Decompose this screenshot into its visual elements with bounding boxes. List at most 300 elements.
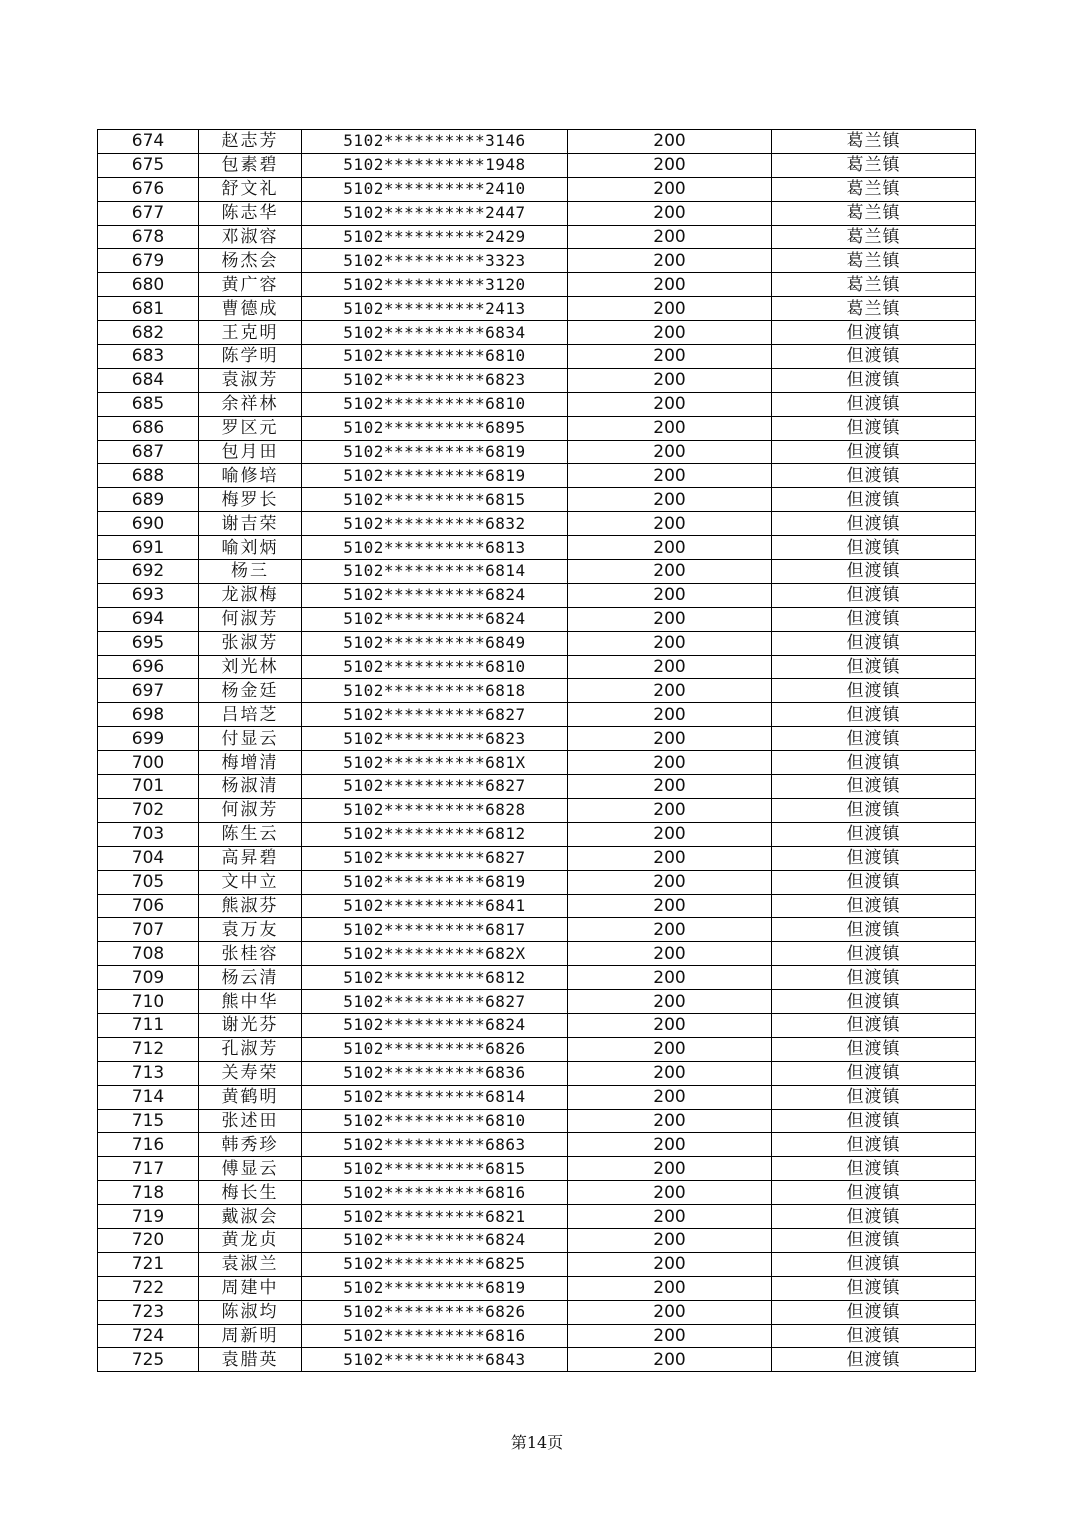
town-cell: 但渡镇 (772, 1157, 976, 1181)
amount-cell: 200 (568, 464, 772, 488)
id-number-cell: 5102**********6823 (302, 368, 568, 392)
id-number-cell: 5102**********6824 (302, 1228, 568, 1252)
town-cell: 但渡镇 (772, 751, 976, 775)
amount-cell: 200 (568, 727, 772, 751)
serial-number-cell: 683 (98, 345, 199, 369)
serial-number-cell: 721 (98, 1252, 199, 1276)
name-cell: 赵志芳 (199, 130, 302, 154)
table-row (98, 822, 976, 846)
serial-number-cell: 716 (98, 1133, 199, 1157)
name-cell: 杨杰会 (199, 249, 302, 273)
serial-number-cell: 699 (98, 727, 199, 751)
town-cell: 葛兰镇 (772, 249, 976, 273)
town-cell: 葛兰镇 (772, 177, 976, 201)
id-number-cell: 5102**********6817 (302, 918, 568, 942)
town-cell: 但渡镇 (772, 846, 976, 870)
table-row (98, 153, 976, 177)
amount-cell: 200 (568, 1228, 772, 1252)
town-cell: 但渡镇 (772, 512, 976, 536)
id-number-cell: 5102**********2429 (302, 225, 568, 249)
name-cell: 吕培芝 (199, 703, 302, 727)
id-number-cell: 5102**********6816 (302, 1181, 568, 1205)
id-number-cell: 5102**********6863 (302, 1133, 568, 1157)
town-cell: 但渡镇 (772, 631, 976, 655)
name-cell: 刘光林 (199, 655, 302, 679)
town-cell: 但渡镇 (772, 655, 976, 679)
amount-cell: 200 (568, 345, 772, 369)
table-row (98, 560, 976, 584)
id-number-cell: 5102**********6810 (302, 655, 568, 679)
name-cell: 包月田 (199, 440, 302, 464)
serial-number-cell: 696 (98, 655, 199, 679)
serial-number-cell: 705 (98, 870, 199, 894)
serial-number-cell: 680 (98, 273, 199, 297)
serial-number-cell: 709 (98, 966, 199, 990)
table-row (98, 631, 976, 655)
town-cell: 葛兰镇 (772, 201, 976, 225)
table-row (98, 249, 976, 273)
serial-number-cell: 692 (98, 560, 199, 584)
table-row (98, 1085, 976, 1109)
name-cell: 曹德成 (199, 297, 302, 321)
serial-number-cell: 681 (98, 297, 199, 321)
id-number-cell: 5102**********6895 (302, 416, 568, 440)
amount-cell: 200 (568, 1348, 772, 1372)
name-cell: 黄广容 (199, 273, 302, 297)
table-body (98, 130, 976, 1372)
serial-number-cell: 725 (98, 1348, 199, 1372)
id-number-cell: 5102**********6816 (302, 1324, 568, 1348)
amount-cell: 200 (568, 631, 772, 655)
table-row (98, 1324, 976, 1348)
town-cell: 但渡镇 (772, 1061, 976, 1085)
amount-cell: 200 (568, 703, 772, 727)
town-cell: 但渡镇 (772, 368, 976, 392)
subsidy-table (97, 129, 976, 1372)
serial-number-cell: 702 (98, 798, 199, 822)
name-cell: 陈志华 (199, 201, 302, 225)
serial-number-cell: 697 (98, 679, 199, 703)
table-row (98, 894, 976, 918)
amount-cell: 200 (568, 249, 772, 273)
id-number-cell: 5102**********6823 (302, 727, 568, 751)
table-row (98, 1348, 976, 1372)
serial-number-cell: 694 (98, 607, 199, 631)
serial-number-cell: 704 (98, 846, 199, 870)
town-cell: 但渡镇 (772, 703, 976, 727)
table-row (98, 607, 976, 631)
table-row (98, 583, 976, 607)
name-cell: 袁腊英 (199, 1348, 302, 1372)
serial-number-cell: 698 (98, 703, 199, 727)
serial-number-cell: 688 (98, 464, 199, 488)
serial-number-cell: 700 (98, 751, 199, 775)
serial-number-cell: 711 (98, 1013, 199, 1037)
amount-cell: 200 (568, 512, 772, 536)
id-number-cell: 5102**********6826 (302, 1037, 568, 1061)
town-cell: 但渡镇 (772, 679, 976, 703)
amount-cell: 200 (568, 1037, 772, 1061)
amount-cell: 200 (568, 751, 772, 775)
name-cell: 梅罗长 (199, 488, 302, 512)
serial-number-cell: 710 (98, 990, 199, 1014)
id-number-cell: 5102**********6824 (302, 607, 568, 631)
amount-cell: 200 (568, 560, 772, 584)
name-cell: 谢光芬 (199, 1013, 302, 1037)
table-row (98, 1037, 976, 1061)
serial-number-cell: 703 (98, 822, 199, 846)
town-cell: 但渡镇 (772, 942, 976, 966)
table-row (98, 464, 976, 488)
name-cell: 何淑芳 (199, 607, 302, 631)
amount-cell: 200 (568, 1252, 772, 1276)
name-cell: 韩秀珍 (199, 1133, 302, 1157)
town-cell: 但渡镇 (772, 607, 976, 631)
serial-number-cell: 685 (98, 392, 199, 416)
amount-cell: 200 (568, 679, 772, 703)
town-cell: 但渡镇 (772, 1133, 976, 1157)
town-cell: 但渡镇 (772, 1181, 976, 1205)
town-cell: 但渡镇 (772, 1348, 976, 1372)
serial-number-cell: 714 (98, 1085, 199, 1109)
amount-cell: 200 (568, 966, 772, 990)
id-number-cell: 5102**********6836 (302, 1061, 568, 1085)
amount-cell: 200 (568, 1205, 772, 1229)
id-number-cell: 5102**********6815 (302, 488, 568, 512)
name-cell: 黄龙贞 (199, 1228, 302, 1252)
table-row (98, 1181, 976, 1205)
amount-cell: 200 (568, 822, 772, 846)
serial-number-cell: 677 (98, 201, 199, 225)
town-cell: 但渡镇 (772, 345, 976, 369)
table-row (98, 488, 976, 512)
id-number-cell: 5102**********6834 (302, 321, 568, 345)
amount-cell: 200 (568, 1300, 772, 1324)
id-number-cell: 5102**********6819 (302, 464, 568, 488)
name-cell: 杨淑清 (199, 775, 302, 799)
serial-number-cell: 720 (98, 1228, 199, 1252)
table-row (98, 368, 976, 392)
serial-number-cell: 712 (98, 1037, 199, 1061)
serial-number-cell: 693 (98, 583, 199, 607)
name-cell: 包素碧 (199, 153, 302, 177)
amount-cell: 200 (568, 1061, 772, 1085)
serial-number-cell: 708 (98, 942, 199, 966)
town-cell: 但渡镇 (772, 488, 976, 512)
name-cell: 陈学明 (199, 345, 302, 369)
serial-number-cell: 724 (98, 1324, 199, 1348)
name-cell: 陈淑均 (199, 1300, 302, 1324)
name-cell: 熊淑芬 (199, 894, 302, 918)
amount-cell: 200 (568, 798, 772, 822)
amount-cell: 200 (568, 153, 772, 177)
town-cell: 但渡镇 (772, 464, 976, 488)
table-row (98, 1061, 976, 1085)
id-number-cell: 5102**********6827 (302, 703, 568, 727)
serial-number-cell: 715 (98, 1109, 199, 1133)
name-cell: 熊中华 (199, 990, 302, 1014)
amount-cell: 200 (568, 297, 772, 321)
serial-number-cell: 682 (98, 321, 199, 345)
amount-cell: 200 (568, 942, 772, 966)
serial-number-cell: 706 (98, 894, 199, 918)
id-number-cell: 5102**********6825 (302, 1252, 568, 1276)
town-cell: 葛兰镇 (772, 225, 976, 249)
id-number-cell: 5102**********6818 (302, 679, 568, 703)
name-cell: 王克明 (199, 321, 302, 345)
id-number-cell: 5102**********6843 (302, 1348, 568, 1372)
town-cell: 葛兰镇 (772, 130, 976, 154)
amount-cell: 200 (568, 201, 772, 225)
table-row (98, 416, 976, 440)
id-number-cell: 5102**********2410 (302, 177, 568, 201)
serial-number-cell: 676 (98, 177, 199, 201)
table-row (98, 1205, 976, 1229)
id-number-cell: 5102**********681X (302, 751, 568, 775)
name-cell: 舒文礼 (199, 177, 302, 201)
id-number-cell: 5102**********6827 (302, 990, 568, 1014)
town-cell: 但渡镇 (772, 416, 976, 440)
amount-cell: 200 (568, 1181, 772, 1205)
table-row (98, 1276, 976, 1300)
town-cell: 但渡镇 (772, 1013, 976, 1037)
town-cell: 但渡镇 (772, 990, 976, 1014)
name-cell: 梅增清 (199, 751, 302, 775)
page-number: 第14页 (510, 1433, 564, 1452)
amount-cell: 200 (568, 440, 772, 464)
id-number-cell: 5102**********1948 (302, 153, 568, 177)
town-cell: 但渡镇 (772, 1205, 976, 1229)
serial-number-cell: 679 (98, 249, 199, 273)
amount-cell: 200 (568, 1109, 772, 1133)
id-number-cell: 5102**********6826 (302, 1300, 568, 1324)
id-number-cell: 5102**********6813 (302, 536, 568, 560)
town-cell: 葛兰镇 (772, 297, 976, 321)
serial-number-cell: 674 (98, 130, 199, 154)
id-number-cell: 5102**********6814 (302, 1085, 568, 1109)
name-cell: 袁万友 (199, 918, 302, 942)
table-row (98, 703, 976, 727)
name-cell: 杨三 (199, 560, 302, 584)
serial-number-cell: 691 (98, 536, 199, 560)
name-cell: 谢吉荣 (199, 512, 302, 536)
town-cell: 但渡镇 (772, 321, 976, 345)
table-row (98, 942, 976, 966)
id-number-cell: 5102**********6832 (302, 512, 568, 536)
serial-number-cell: 678 (98, 225, 199, 249)
table-row (98, 846, 976, 870)
table-row (98, 273, 976, 297)
serial-number-cell: 675 (98, 153, 199, 177)
town-cell: 但渡镇 (772, 392, 976, 416)
table-row (98, 870, 976, 894)
serial-number-cell: 695 (98, 631, 199, 655)
amount-cell: 200 (568, 368, 772, 392)
id-number-cell: 5102**********6824 (302, 583, 568, 607)
amount-cell: 200 (568, 273, 772, 297)
amount-cell: 200 (568, 130, 772, 154)
id-number-cell: 5102**********3323 (302, 249, 568, 273)
town-cell: 但渡镇 (772, 966, 976, 990)
town-cell: 但渡镇 (772, 727, 976, 751)
serial-number-cell: 718 (98, 1181, 199, 1205)
amount-cell: 200 (568, 1324, 772, 1348)
amount-cell: 200 (568, 1013, 772, 1037)
serial-number-cell: 723 (98, 1300, 199, 1324)
id-number-cell: 5102**********3120 (302, 273, 568, 297)
amount-cell: 200 (568, 1276, 772, 1300)
table-row (98, 440, 976, 464)
table-row (98, 1109, 976, 1133)
serial-number-cell: 722 (98, 1276, 199, 1300)
id-number-cell: 5102**********6819 (302, 870, 568, 894)
serial-number-cell: 701 (98, 775, 199, 799)
name-cell: 关寿荣 (199, 1061, 302, 1085)
town-cell: 但渡镇 (772, 894, 976, 918)
name-cell: 张淑芳 (199, 631, 302, 655)
amount-cell: 200 (568, 177, 772, 201)
id-number-cell: 5102**********2413 (302, 297, 568, 321)
id-number-cell: 5102**********6819 (302, 440, 568, 464)
town-cell: 但渡镇 (772, 1300, 976, 1324)
amount-cell: 200 (568, 918, 772, 942)
amount-cell: 200 (568, 536, 772, 560)
name-cell: 喻刘炳 (199, 536, 302, 560)
name-cell: 罗区元 (199, 416, 302, 440)
name-cell: 杨云清 (199, 966, 302, 990)
id-number-cell: 5102**********6827 (302, 846, 568, 870)
id-number-cell: 5102**********6812 (302, 822, 568, 846)
amount-cell: 200 (568, 775, 772, 799)
table-row (98, 392, 976, 416)
table-row (98, 536, 976, 560)
id-number-cell: 5102**********2447 (302, 201, 568, 225)
name-cell: 周新明 (199, 1324, 302, 1348)
table-row (98, 775, 976, 799)
town-cell: 但渡镇 (772, 822, 976, 846)
serial-number-cell: 717 (98, 1157, 199, 1181)
table-row (98, 1157, 976, 1181)
amount-cell: 200 (568, 583, 772, 607)
id-number-cell: 5102**********3146 (302, 130, 568, 154)
name-cell: 袁淑芳 (199, 368, 302, 392)
table-row (98, 1228, 976, 1252)
name-cell: 陈生云 (199, 822, 302, 846)
name-cell: 何淑芳 (199, 798, 302, 822)
id-number-cell: 5102**********6810 (302, 345, 568, 369)
table-row (98, 225, 976, 249)
id-number-cell: 5102**********6827 (302, 775, 568, 799)
id-number-cell: 5102**********6812 (302, 966, 568, 990)
amount-cell: 200 (568, 607, 772, 631)
serial-number-cell: 719 (98, 1205, 199, 1229)
town-cell: 但渡镇 (772, 1037, 976, 1061)
serial-number-cell: 690 (98, 512, 199, 536)
table-row (98, 655, 976, 679)
table-row (98, 345, 976, 369)
table-row (98, 966, 976, 990)
id-number-cell: 5102**********6810 (302, 392, 568, 416)
table-row (98, 512, 976, 536)
id-number-cell: 5102**********6821 (302, 1205, 568, 1229)
name-cell: 黄鹤明 (199, 1085, 302, 1109)
name-cell: 高昇碧 (199, 846, 302, 870)
table-row (98, 1133, 976, 1157)
table-row (98, 177, 976, 201)
amount-cell: 200 (568, 1133, 772, 1157)
name-cell: 戴淑会 (199, 1205, 302, 1229)
id-number-cell: 5102**********6814 (302, 560, 568, 584)
name-cell: 余祥林 (199, 392, 302, 416)
serial-number-cell: 684 (98, 368, 199, 392)
table-row (98, 130, 976, 154)
table-row (98, 751, 976, 775)
town-cell: 葛兰镇 (772, 273, 976, 297)
town-cell: 但渡镇 (772, 918, 976, 942)
name-cell: 文中立 (199, 870, 302, 894)
id-number-cell: 5102**********6849 (302, 631, 568, 655)
name-cell: 袁淑兰 (199, 1252, 302, 1276)
amount-cell: 200 (568, 1157, 772, 1181)
table-row (98, 798, 976, 822)
id-number-cell: 5102**********6841 (302, 894, 568, 918)
town-cell: 但渡镇 (772, 583, 976, 607)
serial-number-cell: 687 (98, 440, 199, 464)
name-cell: 付显云 (199, 727, 302, 751)
table-row (98, 1300, 976, 1324)
town-cell: 但渡镇 (772, 1085, 976, 1109)
id-number-cell: 5102**********6815 (302, 1157, 568, 1181)
amount-cell: 200 (568, 488, 772, 512)
id-number-cell: 5102**********6824 (302, 1013, 568, 1037)
town-cell: 但渡镇 (772, 1276, 976, 1300)
name-cell: 周建中 (199, 1276, 302, 1300)
amount-cell: 200 (568, 321, 772, 345)
id-number-cell: 5102**********682X (302, 942, 568, 966)
town-cell: 但渡镇 (772, 870, 976, 894)
amount-cell: 200 (568, 846, 772, 870)
table-row (98, 297, 976, 321)
town-cell: 但渡镇 (772, 1109, 976, 1133)
table-row (98, 679, 976, 703)
name-cell: 张述田 (199, 1109, 302, 1133)
table-row (98, 1252, 976, 1276)
amount-cell: 200 (568, 1085, 772, 1109)
name-cell: 梅长生 (199, 1181, 302, 1205)
name-cell: 邓淑容 (199, 225, 302, 249)
town-cell: 但渡镇 (772, 775, 976, 799)
name-cell: 孔淑芳 (199, 1037, 302, 1061)
serial-number-cell: 689 (98, 488, 199, 512)
table-row (98, 727, 976, 751)
name-cell: 喻修培 (199, 464, 302, 488)
serial-number-cell: 713 (98, 1061, 199, 1085)
town-cell: 但渡镇 (772, 1252, 976, 1276)
id-number-cell: 5102**********6819 (302, 1276, 568, 1300)
amount-cell: 200 (568, 225, 772, 249)
amount-cell: 200 (568, 655, 772, 679)
table-row (98, 201, 976, 225)
town-cell: 但渡镇 (772, 798, 976, 822)
name-cell: 龙淑梅 (199, 583, 302, 607)
id-number-cell: 5102**********6810 (302, 1109, 568, 1133)
name-cell: 张桂容 (199, 942, 302, 966)
town-cell: 但渡镇 (772, 1228, 976, 1252)
table-row (98, 321, 976, 345)
id-number-cell: 5102**********6828 (302, 798, 568, 822)
table-row (98, 1013, 976, 1037)
serial-number-cell: 707 (98, 918, 199, 942)
